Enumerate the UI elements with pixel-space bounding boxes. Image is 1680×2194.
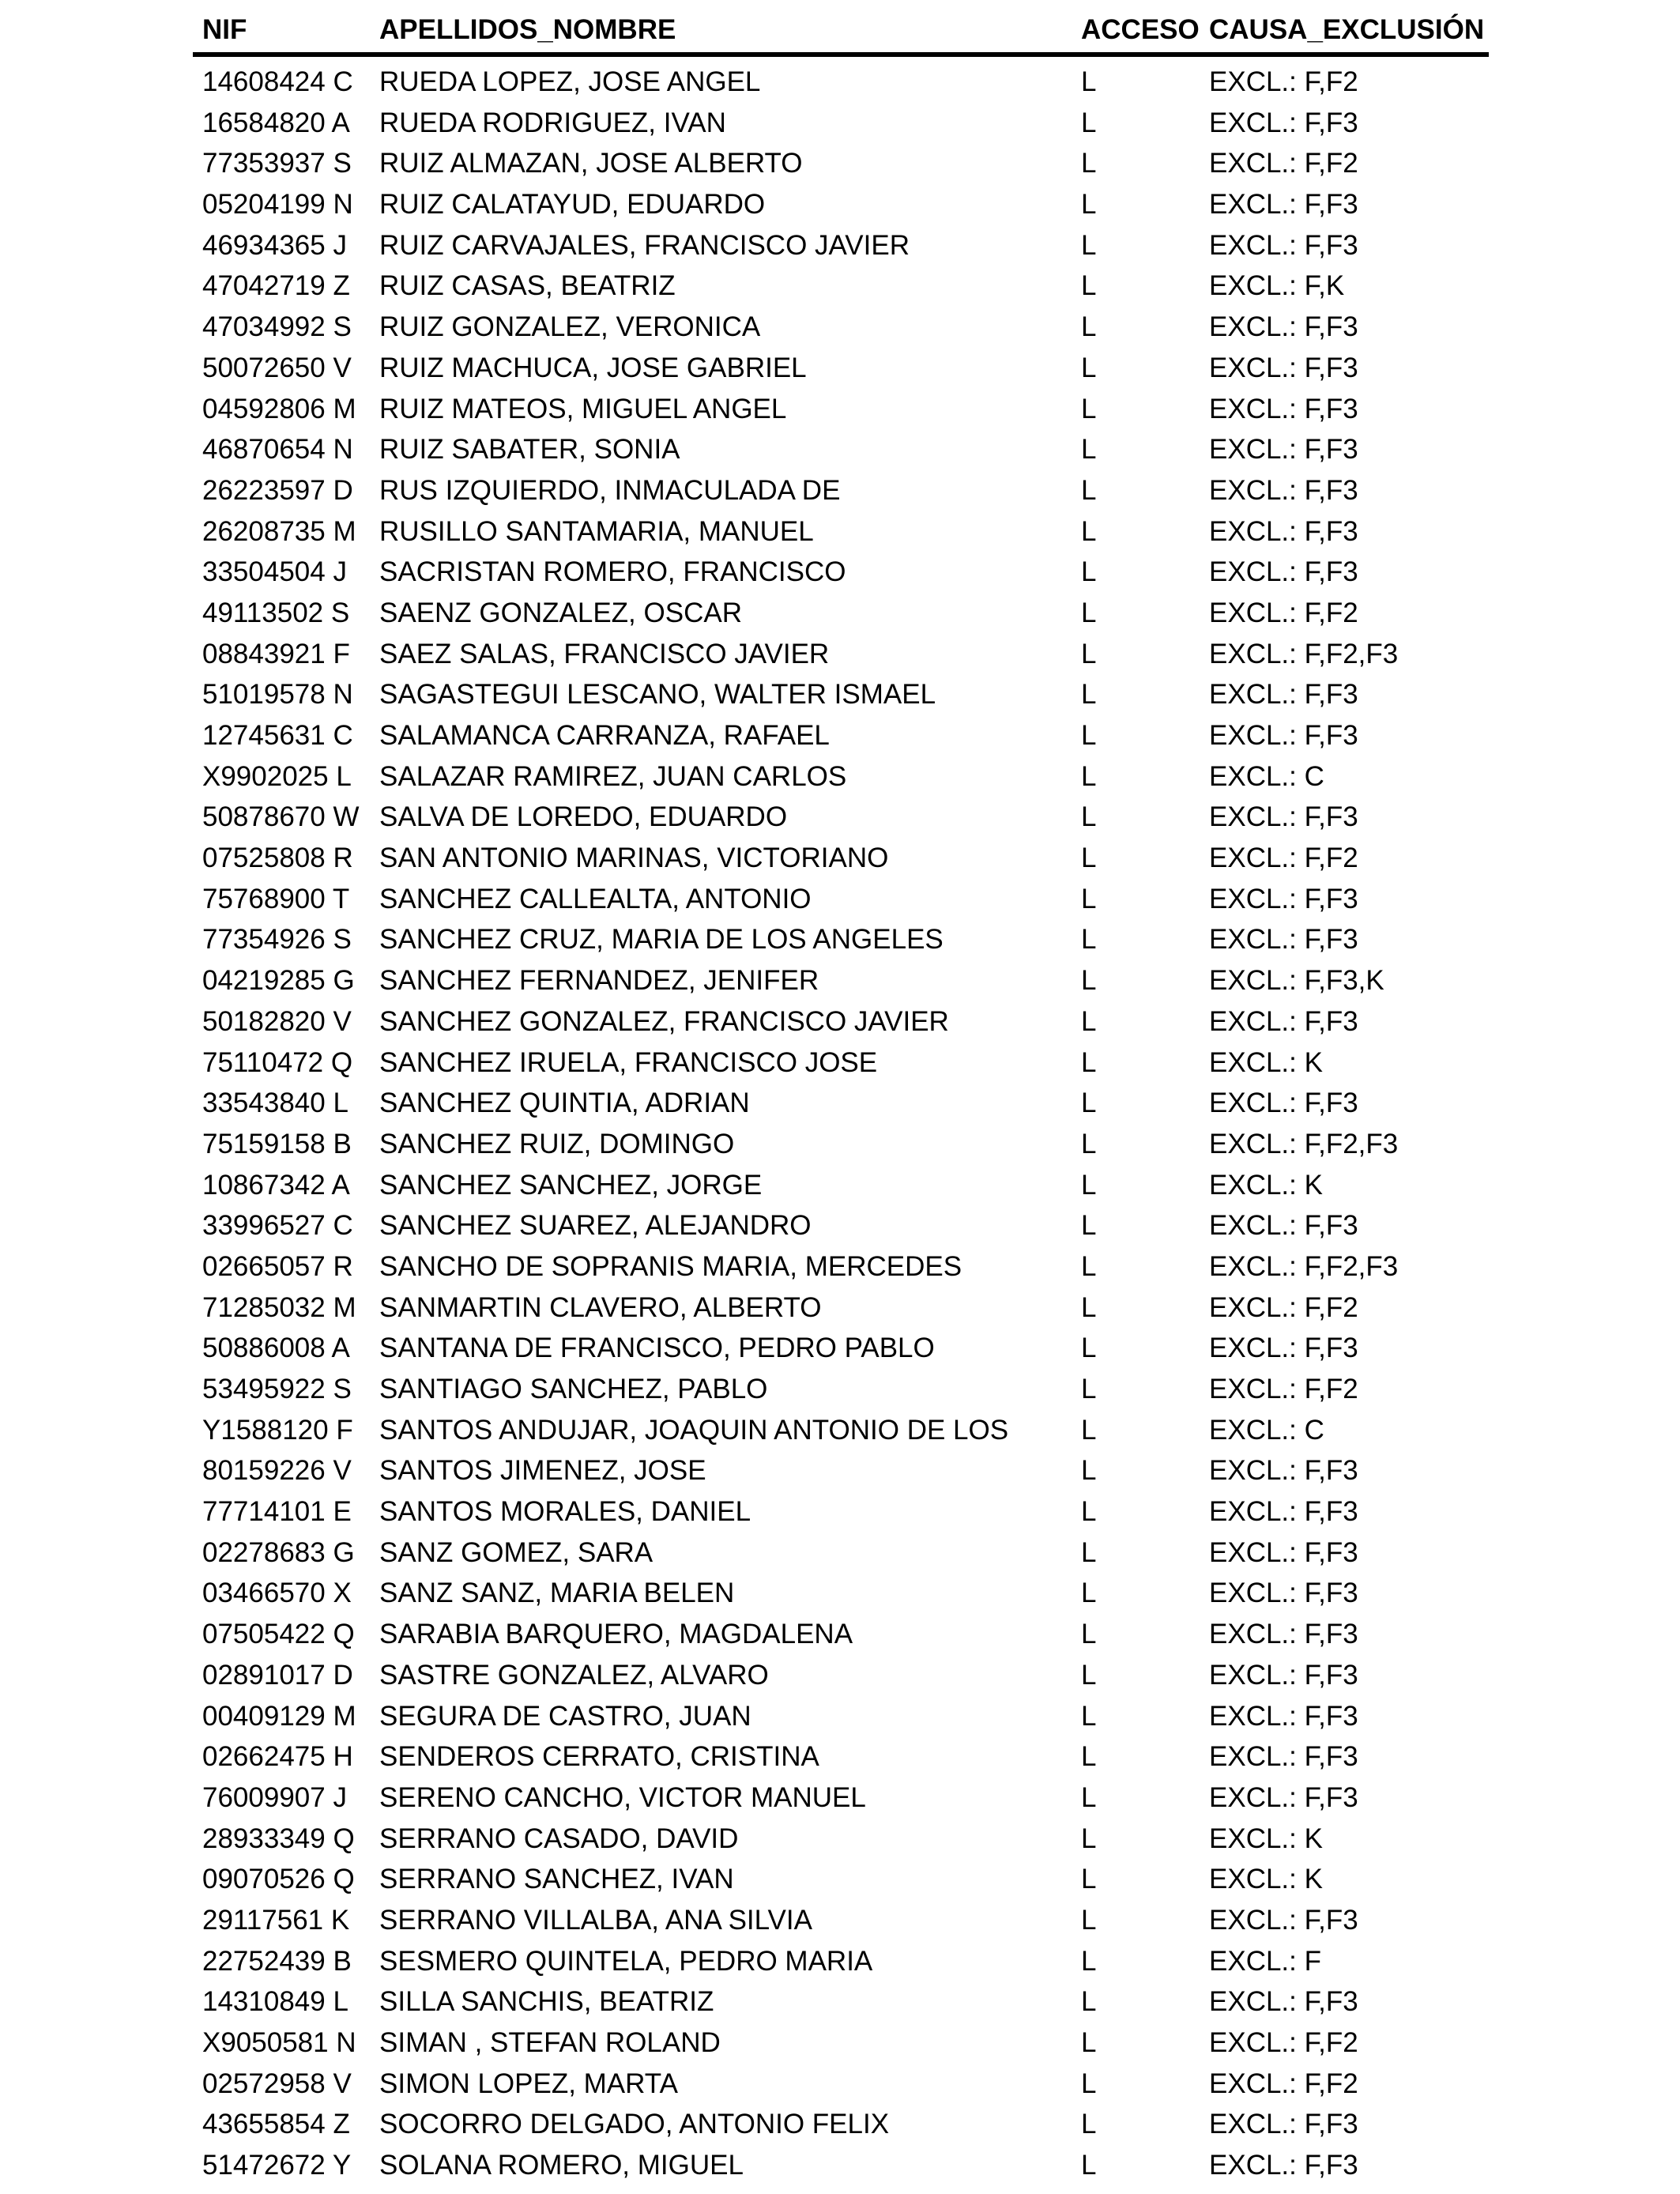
nif-cell: 02572958 V (202, 2068, 352, 2099)
access-cell: L (1081, 2109, 1097, 2140)
access-cell: L (1081, 1374, 1097, 1404)
table-row (193, 348, 1489, 389)
cause-cell: EXCL.: C (1209, 760, 1324, 792)
table-row (193, 225, 1489, 266)
access-cell: L (1081, 1088, 1097, 1119)
cause-cell: EXCL.: F,F3 (1209, 883, 1358, 914)
table-row (193, 1083, 1489, 1124)
cause-cell: EXCL.: F,F3 (1209, 1210, 1358, 1242)
table-row (193, 1410, 1489, 1451)
cause-cell: EXCL.: F,F3 (1209, 720, 1358, 751)
name-cell: SANCHEZ SANCHEZ, JORGE (379, 1169, 763, 1201)
table-row (193, 1900, 1489, 1941)
header-nif: NIF (202, 14, 247, 45)
name-cell: SALAMANCA CARRANZA, RAFAEL (379, 720, 830, 751)
nif-cell: 50072650 V (202, 352, 352, 383)
nif-cell: 49113502 S (202, 597, 350, 628)
nif-cell: 14310849 L (202, 1986, 348, 2018)
name-cell: SASTRE GONZALEZ, ALVARO (379, 1659, 769, 1691)
name-cell: RUIZ ALMAZAN, JOSE ALBERTO (379, 148, 803, 179)
cause-cell: EXCL.: F,F3 (1209, 515, 1358, 547)
access-cell: L (1081, 1333, 1097, 1364)
access-cell: L (1081, 515, 1097, 547)
nif-cell: 43655854 Z (202, 2109, 350, 2140)
name-cell: SERENO CANCHO, VICTOR MANUEL (379, 1781, 866, 1813)
nif-cell: 75159158 B (202, 1128, 352, 1159)
nif-cell: 77354926 S (202, 924, 352, 956)
name-cell: SIMAN , STEFAN ROLAND (379, 2027, 721, 2058)
nif-cell: 80159226 V (202, 1455, 352, 1487)
nif-cell: 09070526 Q (202, 1864, 355, 1895)
cause-cell: EXCL.: F,F3 (1209, 1741, 1358, 1773)
cause-cell: EXCL.: F,F3 (1209, 1455, 1358, 1487)
name-cell: SARABIA BARQUERO, MAGDALENA (379, 1619, 853, 1650)
cause-cell: EXCL.: K (1209, 1046, 1323, 1078)
name-cell: SAENZ GONZALEZ, OSCAR (379, 597, 742, 628)
access-cell: L (1081, 434, 1097, 466)
name-cell: SANZ SANZ, MARIA BELEN (379, 1578, 735, 1609)
access-cell: L (1081, 1578, 1097, 1609)
access-cell: L (1081, 679, 1097, 711)
cause-cell: EXCL.: F,F2 (1209, 148, 1358, 179)
nif-cell: 07505422 Q (202, 1619, 355, 1650)
cause-cell: EXCL.: F,F2 (1209, 1291, 1358, 1323)
table-row (193, 62, 1489, 103)
access-cell: L (1081, 1496, 1097, 1528)
nif-cell: 04592806 M (202, 393, 356, 424)
access-cell: L (1081, 1945, 1097, 1977)
name-cell: SEGURA DE CASTRO, JUAN (379, 1700, 751, 1732)
name-cell: RUIZ MATEOS, MIGUEL ANGEL (379, 393, 787, 424)
header-cause: CAUSA_EXCLUSIÓN (1209, 14, 1485, 45)
table-row (193, 1819, 1489, 1860)
nif-cell: 71285032 M (202, 1291, 356, 1323)
cause-cell: EXCL.: F,F3 (1209, 1088, 1358, 1119)
access-cell: L (1081, 270, 1097, 302)
access-cell: L (1081, 556, 1097, 588)
table-body (193, 62, 1489, 2186)
access-cell: L (1081, 2068, 1097, 2099)
table-row (193, 470, 1489, 511)
table-row (193, 1165, 1489, 1206)
name-cell: SERRANO VILLALBA, ANA SILVIA (379, 1904, 812, 1936)
nif-cell: 02278683 G (202, 1536, 355, 1568)
table-row (193, 593, 1489, 634)
name-cell: SERRANO CASADO, DAVID (379, 1823, 739, 1854)
nif-cell: 29117561 K (202, 1904, 350, 1936)
cause-cell: EXCL.: F,F3 (1209, 1619, 1358, 1650)
name-cell: SANCHEZ GONZALEZ, FRANCISCO JAVIER (379, 1005, 949, 1037)
name-cell: SANCHEZ QUINTIA, ADRIAN (379, 1088, 750, 1119)
name-cell: SANCHO DE SOPRANIS MARIA, MERCEDES (379, 1250, 962, 1282)
nif-cell: 26223597 D (202, 474, 353, 506)
nif-cell: 47034992 S (202, 311, 352, 343)
nif-cell: 50182820 V (202, 1005, 352, 1037)
header-name: APELLIDOS_NOMBRE (379, 14, 676, 45)
cause-cell: EXCL.: K (1209, 1169, 1323, 1201)
name-cell: SANTOS JIMENEZ, JOSE (379, 1455, 706, 1487)
name-cell: RUIZ MACHUCA, JOSE GABRIEL (379, 352, 807, 383)
name-cell: SAN ANTONIO MARINAS, VICTORIANO (379, 843, 889, 874)
nif-cell: 10867342 A (202, 1169, 350, 1201)
table-row (193, 715, 1489, 756)
nif-cell: 08843921 F (202, 638, 350, 669)
access-cell: L (1081, 597, 1097, 628)
nif-cell: 46870654 N (202, 434, 353, 466)
table-row (193, 1532, 1489, 1574)
cause-cell: EXCL.: F,F3,K (1209, 965, 1384, 997)
table-row (193, 1287, 1489, 1329)
access-cell: L (1081, 1741, 1097, 1773)
nif-cell: 51472672 Y (202, 2150, 352, 2181)
nif-cell: X9902025 L (202, 760, 352, 792)
cause-cell: EXCL.: F,F3 (1209, 352, 1358, 383)
access-cell: L (1081, 1659, 1097, 1691)
access-cell: L (1081, 1455, 1097, 1487)
table-row (193, 1369, 1489, 1410)
cause-cell: EXCL.: F,F3 (1209, 1578, 1358, 1609)
name-cell: SERRANO SANCHEZ, IVAN (379, 1864, 734, 1895)
cause-cell: EXCL.: F,F3 (1209, 1904, 1358, 1936)
cause-cell: EXCL.: F,F3 (1209, 474, 1358, 506)
name-cell: SANTIAGO SANCHEZ, PABLO (379, 1374, 768, 1404)
name-cell: SANZ GOMEZ, SARA (379, 1536, 654, 1568)
name-cell: RUEDA LOPEZ, JOSE ANGEL (379, 66, 761, 97)
access-cell: L (1081, 2027, 1097, 2058)
cause-cell: EXCL.: F,F3 (1209, 679, 1358, 711)
access-cell: L (1081, 1536, 1097, 1568)
cause-cell: EXCL.: F,F2 (1209, 2068, 1358, 2099)
nif-cell: 77714101 E (202, 1496, 352, 1528)
nif-cell: 33504504 J (202, 556, 347, 588)
access-cell: L (1081, 1823, 1097, 1854)
name-cell: RUIZ CARVAJALES, FRANCISCO JAVIER (379, 229, 910, 261)
name-cell: RUIZ SABATER, SONIA (379, 434, 680, 466)
access-cell: L (1081, 1291, 1097, 1323)
access-cell: L (1081, 1781, 1097, 1813)
table-row (193, 919, 1489, 960)
table-row (193, 266, 1489, 307)
table-row (193, 1246, 1489, 1287)
cause-cell: EXCL.: C (1209, 1414, 1324, 1446)
access-cell: L (1081, 189, 1097, 221)
name-cell: SAGASTEGUI LESCANO, WALTER ISMAEL (379, 679, 936, 711)
cause-cell: EXCL.: F (1209, 1945, 1321, 1977)
table-row (193, 103, 1489, 144)
table-row (193, 756, 1489, 797)
table-header (193, 8, 1489, 52)
cause-cell: EXCL.: F,F3 (1209, 434, 1358, 466)
name-cell: SANCHEZ SUAREZ, ALEJANDRO (379, 1210, 812, 1242)
nif-cell: 51019578 N (202, 679, 353, 711)
access-cell: L (1081, 720, 1097, 751)
cause-cell: EXCL.: F,F3 (1209, 1700, 1358, 1732)
nif-cell: 00409129 M (202, 1700, 356, 1732)
cause-cell: EXCL.: F,F3 (1209, 924, 1358, 956)
access-cell: L (1081, 801, 1097, 833)
access-cell: L (1081, 1700, 1097, 1732)
table-row (193, 1491, 1489, 1532)
name-cell: RUS IZQUIERDO, INMACULADA DE (379, 474, 841, 506)
table-row (193, 389, 1489, 430)
cause-cell: EXCL.: K (1209, 1864, 1323, 1895)
cause-cell: EXCL.: F,F3 (1209, 1986, 1358, 2018)
name-cell: SANTOS ANDUJAR, JOAQUIN ANTONIO DE LOS (379, 1414, 1009, 1446)
table-row (193, 634, 1489, 675)
cause-cell: EXCL.: F,F3 (1209, 2109, 1358, 2140)
table-row (193, 797, 1489, 838)
nif-cell: X9050581 N (202, 2027, 356, 2058)
nif-cell: 46934365 J (202, 229, 347, 261)
nif-cell: 02665057 R (202, 1250, 353, 1282)
cause-cell: EXCL.: F,F2 (1209, 66, 1358, 97)
cause-cell: EXCL.: F,F3 (1209, 107, 1358, 138)
nif-cell: 26208735 M (202, 515, 356, 547)
nif-cell: Y1588120 F (202, 1414, 353, 1446)
access-cell: L (1081, 1169, 1097, 1201)
nif-cell: 05204199 N (202, 189, 353, 221)
nif-cell: 33996527 C (202, 1210, 353, 1242)
table-row (193, 1450, 1489, 1491)
name-cell: SANCHEZ CALLEALTA, ANTONIO (379, 883, 812, 914)
nif-cell: 33543840 L (202, 1088, 348, 1119)
access-cell: L (1081, 66, 1097, 97)
name-cell: SOLANA ROMERO, MIGUEL (379, 2150, 744, 2181)
access-cell: L (1081, 1864, 1097, 1895)
table-row (193, 1614, 1489, 1655)
nif-cell: 76009907 J (202, 1781, 347, 1813)
access-cell: L (1081, 1128, 1097, 1159)
access-cell: L (1081, 393, 1097, 424)
table-row (193, 2022, 1489, 2064)
cause-cell: EXCL.: F,F3 (1209, 1781, 1358, 1813)
table-row (193, 184, 1489, 225)
nif-cell: 77353937 S (202, 148, 352, 179)
table-row (193, 1328, 1489, 1369)
name-cell: SALVA DE LOREDO, EDUARDO (379, 801, 788, 833)
table-row (193, 2104, 1489, 2145)
access-cell: L (1081, 760, 1097, 792)
nif-cell: 12745631 C (202, 720, 353, 751)
cause-cell: EXCL.: F,K (1209, 270, 1345, 302)
name-cell: SOCORRO DELGADO, ANTONIO FELIX (379, 2109, 890, 2140)
access-cell: L (1081, 924, 1097, 956)
cause-cell: EXCL.: F,F3 (1209, 189, 1358, 221)
nif-cell: 28933349 Q (202, 1823, 355, 1854)
name-cell: RUIZ CASAS, BEATRIZ (379, 270, 676, 302)
access-cell: L (1081, 1046, 1097, 1078)
access-cell: L (1081, 1414, 1097, 1446)
access-cell: L (1081, 107, 1097, 138)
access-cell: L (1081, 965, 1097, 997)
table-row (193, 960, 1489, 1001)
access-cell: L (1081, 148, 1097, 179)
access-cell: L (1081, 843, 1097, 874)
nif-cell: 03466570 X (202, 1578, 352, 1609)
access-cell: L (1081, 474, 1097, 506)
name-cell: SANTANA DE FRANCISCO, PEDRO PABLO (379, 1333, 935, 1364)
name-cell: SANCHEZ FERNANDEZ, JENIFER (379, 965, 819, 997)
nif-cell: 75768900 T (202, 883, 350, 914)
access-cell: L (1081, 1986, 1097, 2018)
table-row (193, 2145, 1489, 2186)
cause-cell: EXCL.: F,F3 (1209, 1536, 1358, 1568)
cause-cell: EXCL.: F,F3 (1209, 1333, 1358, 1364)
nif-cell: 53495922 S (202, 1374, 352, 1404)
table-row (193, 879, 1489, 920)
name-cell: SANTOS MORALES, DANIEL (379, 1496, 751, 1528)
nif-cell: 47042719 Z (202, 270, 350, 302)
table-row (193, 1205, 1489, 1246)
table-row (193, 1001, 1489, 1042)
nif-cell: 50878670 W (202, 801, 360, 833)
cause-cell: EXCL.: F,F2 (1209, 597, 1358, 628)
table-row (193, 1736, 1489, 1777)
cause-cell: EXCL.: F,F2 (1209, 1374, 1358, 1404)
nif-cell: 14608424 C (202, 66, 353, 97)
cause-cell: EXCL.: F,F3 (1209, 2150, 1358, 2181)
cause-cell: EXCL.: F,F3 (1209, 1496, 1358, 1528)
table-row (193, 1655, 1489, 1696)
access-cell: L (1081, 638, 1097, 669)
table-row (193, 2064, 1489, 2105)
access-cell: L (1081, 1904, 1097, 1936)
name-cell: SANCHEZ RUIZ, DOMINGO (379, 1128, 735, 1159)
cause-cell: EXCL.: F,F3 (1209, 393, 1358, 424)
cause-cell: EXCL.: F,F3 (1209, 311, 1358, 343)
table-row (193, 1859, 1489, 1900)
access-cell: L (1081, 1005, 1097, 1037)
name-cell: RUIZ CALATAYUD, EDUARDO (379, 189, 766, 221)
name-cell: SILLA SANCHIS, BEATRIZ (379, 1986, 714, 2018)
nif-cell: 75110472 Q (202, 1046, 353, 1078)
name-cell: RUEDA RODRIGUEZ, IVAN (379, 107, 726, 138)
access-cell: L (1081, 1250, 1097, 1282)
nif-cell: 22752439 B (202, 1945, 352, 1977)
name-cell: SACRISTAN ROMERO, FRANCISCO (379, 556, 846, 588)
name-cell: RUIZ GONZALEZ, VERONICA (379, 311, 761, 343)
name-cell: SESMERO QUINTELA, PEDRO MARIA (379, 1945, 873, 1977)
cause-cell: EXCL.: F,F3 (1209, 801, 1358, 833)
access-cell: L (1081, 352, 1097, 383)
cause-cell: EXCL.: K (1209, 1823, 1323, 1854)
cause-cell: EXCL.: F,F3 (1209, 1659, 1358, 1691)
table-row (193, 1777, 1489, 1819)
table-row (193, 838, 1489, 879)
access-cell: L (1081, 311, 1097, 343)
cause-cell: EXCL.: F,F2 (1209, 843, 1358, 874)
cause-cell: EXCL.: F,F2 (1209, 2027, 1358, 2058)
header-divider (193, 52, 1489, 57)
nif-cell: 02891017 D (202, 1659, 353, 1691)
table-row (193, 1696, 1489, 1737)
access-cell: L (1081, 1619, 1097, 1650)
cause-cell: EXCL.: F,F2,F3 (1209, 1128, 1399, 1159)
table-row (193, 143, 1489, 184)
table-row (193, 1981, 1489, 2022)
name-cell: RUSILLO SANTAMARIA, MANUEL (379, 515, 814, 547)
nif-cell: 07525808 R (202, 843, 353, 874)
cause-cell: EXCL.: F,F3 (1209, 556, 1358, 588)
nif-cell: 16584820 A (202, 107, 350, 138)
table-row (193, 674, 1489, 715)
name-cell: SENDEROS CERRATO, CRISTINA (379, 1741, 819, 1773)
cause-cell: EXCL.: F,F3 (1209, 229, 1358, 261)
table-row (193, 1042, 1489, 1084)
cause-cell: EXCL.: F,F3 (1209, 1005, 1358, 1037)
name-cell: SANCHEZ IRUELA, FRANCISCO JOSE (379, 1046, 878, 1078)
name-cell: SANMARTIN CLAVERO, ALBERTO (379, 1291, 822, 1323)
cause-cell: EXCL.: F,F2,F3 (1209, 638, 1399, 669)
name-cell: SANCHEZ CRUZ, MARIA DE LOS ANGELES (379, 924, 944, 956)
nif-cell: 02662475 H (202, 1741, 353, 1773)
table-row (193, 1941, 1489, 1982)
access-cell: L (1081, 1210, 1097, 1242)
name-cell: SAEZ SALAS, FRANCISCO JAVIER (379, 638, 830, 669)
table-row (193, 511, 1489, 552)
nif-cell: 50886008 A (202, 1333, 350, 1364)
table-row (193, 1573, 1489, 1614)
access-cell: L (1081, 2150, 1097, 2181)
table-row (193, 429, 1489, 470)
nif-cell: 04219285 G (202, 965, 355, 997)
access-cell: L (1081, 229, 1097, 261)
exclusion-list-table (193, 8, 1489, 2181)
table-row (193, 307, 1489, 348)
access-cell: L (1081, 883, 1097, 914)
header-access: ACCESO (1081, 14, 1200, 45)
name-cell: SALAZAR RAMIREZ, JUAN CARLOS (379, 760, 847, 792)
table-row (193, 1124, 1489, 1165)
name-cell: SIMON LOPEZ, MARTA (379, 2068, 678, 2099)
cause-cell: EXCL.: F,F2,F3 (1209, 1250, 1399, 1282)
table-row (193, 552, 1489, 593)
